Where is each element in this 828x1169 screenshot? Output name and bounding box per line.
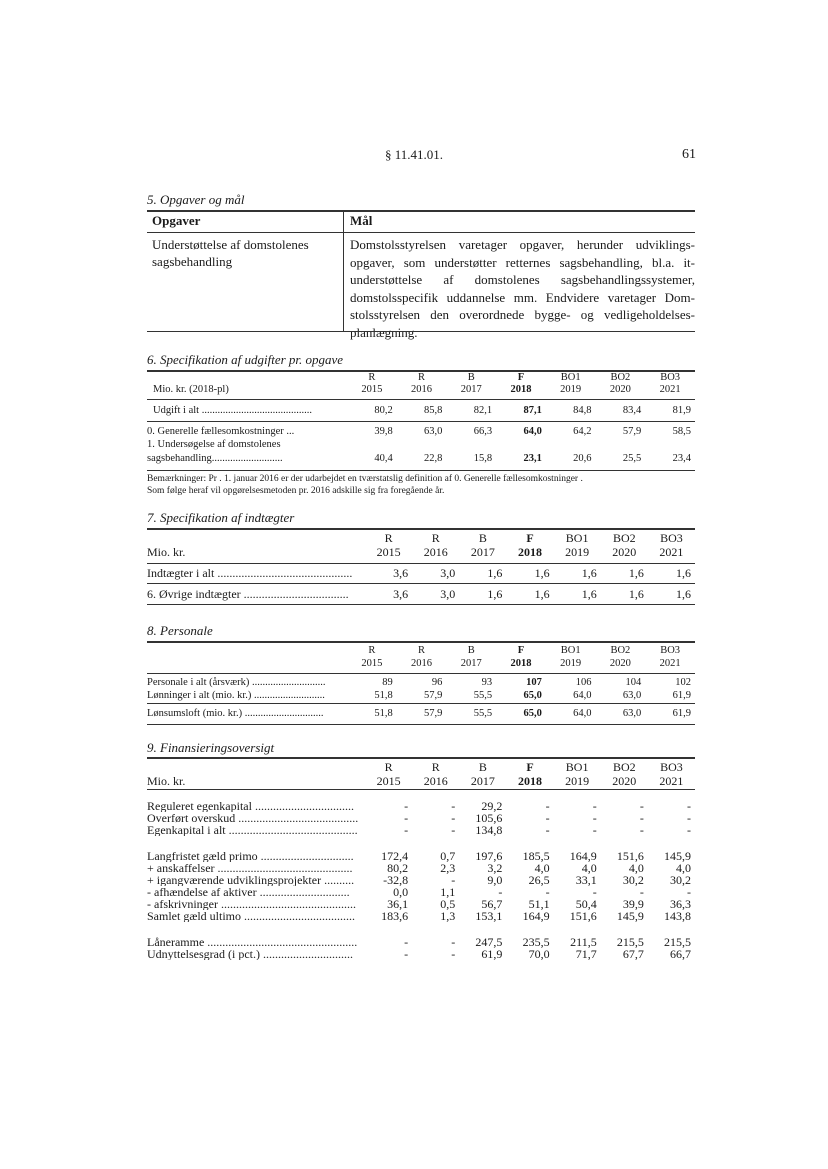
cell: 104	[625, 677, 642, 688]
col-year: 2015	[361, 384, 383, 395]
cell: -	[404, 948, 409, 960]
cell: 63,0	[424, 426, 443, 437]
cell: 65,0	[523, 690, 542, 701]
cell: -	[451, 936, 456, 948]
col-type: BO1	[565, 760, 589, 774]
cell: 1,6	[487, 566, 503, 580]
cell: 4,0	[676, 862, 691, 874]
cell: 57,9	[424, 690, 443, 701]
cell: 23,1	[523, 453, 542, 464]
cell: 1,6	[676, 566, 691, 580]
cell: 82,1	[473, 405, 493, 416]
cell: 83,4	[622, 405, 642, 416]
col-year: 2015	[361, 658, 383, 669]
s7-header-table	[147, 531, 695, 560]
cell: 247,5	[475, 936, 503, 948]
cell: 56,7	[481, 898, 503, 910]
row-label: 6. Øvrige indtægter ...................................	[147, 587, 349, 601]
col-year: 2018	[510, 384, 532, 395]
cell: 134,8	[475, 824, 503, 836]
cell: 96	[431, 677, 443, 688]
row-label: Reguleret egenkapital .................................	[147, 800, 354, 812]
cell: 3,0	[440, 587, 456, 601]
col-year: 2016	[411, 658, 433, 669]
table-row	[147, 862, 695, 874]
cell: -	[545, 800, 550, 812]
col-type: BO3	[660, 372, 681, 383]
col-type: B	[478, 531, 487, 545]
cell: 197,6	[475, 850, 503, 862]
table-row	[147, 910, 695, 922]
page-number: 61	[682, 147, 696, 162]
col-type: BO2	[612, 760, 636, 774]
s5-top-rule	[147, 210, 695, 212]
cell: 9,0	[487, 874, 503, 886]
col-type: R	[431, 531, 440, 545]
s5-task-cell	[152, 236, 309, 270]
col-type: F	[526, 760, 534, 774]
cell: 151,6	[616, 850, 644, 862]
col-year: 2016	[423, 545, 448, 559]
col-year: 2021	[659, 384, 681, 395]
cell: -	[592, 800, 597, 812]
s9-unit: Mio. kr.	[147, 774, 186, 788]
col-year: 2015	[376, 774, 401, 788]
s6-body-table	[147, 425, 695, 467]
cell: 215,5	[664, 936, 691, 948]
cell: -	[592, 812, 597, 824]
s5-goal-line: understøttelse af domstolenes sagsbehandlingssystemer,	[350, 272, 695, 287]
cell: 29,2	[481, 800, 503, 812]
cell: -	[639, 824, 644, 836]
row-label: Lønsumsloft (mio. kr.) ..............................	[147, 708, 324, 719]
table-row	[147, 886, 695, 898]
cell: 15,8	[473, 453, 493, 464]
col-type: BO1	[560, 645, 581, 656]
col-year: 2020	[612, 545, 637, 559]
table-row	[147, 439, 695, 451]
table-row	[147, 898, 695, 910]
row-label: Overført overskud ........................................	[147, 812, 359, 824]
cell: 107	[526, 677, 542, 688]
col-year: 2017	[470, 774, 495, 788]
cell: 51,8	[374, 708, 393, 719]
row-label: Indtægter i alt .............................................	[147, 566, 353, 580]
col-year: 2015	[376, 545, 401, 559]
cell: 23,4	[672, 453, 691, 464]
s5-goal-cell	[350, 236, 695, 341]
cell: 145,9	[616, 910, 644, 922]
cell: 33,1	[575, 874, 597, 886]
col-year: 2017	[460, 384, 482, 395]
section-6-title: 6. Specifikation af udgifter pr. opgave	[147, 352, 344, 367]
col-type: B	[467, 372, 475, 383]
table-row	[147, 451, 695, 467]
col-year: 2016	[411, 384, 433, 395]
row-label: Låneramme ..................................................	[147, 936, 358, 948]
cell: 80,2	[374, 405, 393, 416]
cell: -	[592, 886, 597, 898]
section-7-title: 7. Specifikation af indtægter	[147, 510, 295, 525]
cell: 235,5	[522, 936, 550, 948]
s9-top-rule	[147, 757, 695, 759]
s5-column-divider	[343, 210, 344, 331]
cell: 89	[382, 677, 393, 688]
cell: 22,8	[424, 453, 443, 464]
cell: 36,1	[387, 898, 409, 910]
cell: 0,7	[440, 850, 456, 862]
s9-equity-table	[147, 800, 695, 836]
s7-total-table	[147, 566, 695, 581]
s6-note	[147, 473, 707, 497]
col-type: R	[368, 372, 376, 383]
cell: -	[545, 886, 550, 898]
cell: 2,3	[440, 862, 456, 874]
row-label: - afhændelse af aktiver ..............................	[147, 886, 350, 898]
col-year: 2020	[612, 774, 637, 788]
cell: 4,0	[581, 862, 597, 874]
note-line: Bemærkninger: Pr . 1. januar 2016 er der udarbejdet en tværstatslig definition af 0. Generelle fællesomkostninger .	[147, 474, 583, 484]
col-type: R	[368, 645, 376, 656]
cell: 105,6	[475, 812, 503, 824]
cell: 80,2	[387, 862, 409, 874]
table-row	[147, 850, 695, 862]
s5-task-line: Understøttelse af domstolenes	[152, 237, 309, 252]
cell: 40,4	[374, 453, 393, 464]
cell: 1,3	[440, 910, 456, 922]
s5-goal-line: stolsstyrelsen den overordnede bygge- og vedligeholdelses-	[350, 307, 695, 322]
cell: 185,5	[522, 850, 550, 862]
col-year: 2020	[609, 658, 631, 669]
row-label: Samlet gæld ultimo .....................................	[147, 910, 356, 922]
note-line: Som følge heraf vil opgørelsesmetoden pr. 2016 adskille sig fra foregående år.	[147, 486, 445, 496]
cell: 30,2	[670, 874, 691, 886]
row-label: - afskrivninger .............................................	[147, 898, 356, 910]
table-row	[147, 425, 695, 439]
table-row	[147, 587, 695, 602]
cell: 1,6	[581, 566, 597, 580]
section-5-title: 5. Opgaver og mål	[147, 192, 245, 207]
cell: 66,3	[473, 426, 493, 437]
cell: 39,8	[374, 426, 393, 437]
cell: 164,9	[522, 910, 550, 922]
cell: -	[404, 936, 409, 948]
s8-header-table	[147, 644, 695, 670]
cell: -	[451, 948, 456, 960]
col-year: 2017	[460, 658, 482, 669]
cell: -	[639, 800, 644, 812]
table-row	[147, 707, 695, 721]
cell: -	[592, 824, 597, 836]
s6-total-rule	[147, 421, 695, 422]
table-row	[147, 566, 695, 581]
col-type: F	[517, 372, 525, 383]
cell: 1,6	[534, 566, 550, 580]
col-year: 2019	[560, 658, 582, 669]
cell: 143,8	[664, 910, 691, 922]
table-row	[147, 936, 695, 948]
cell: 57,9	[424, 708, 443, 719]
cell: 61,9	[672, 690, 691, 701]
cell: 211,5	[570, 936, 597, 948]
cell: 102	[675, 677, 691, 688]
col-year: 2021	[659, 658, 681, 669]
cell: 26,5	[528, 874, 550, 886]
cell: 64,2	[573, 426, 592, 437]
cell: 39,9	[622, 898, 644, 910]
cell: 30,2	[622, 874, 644, 886]
s5-col2-header: Mål	[350, 213, 373, 228]
col-type: BO2	[610, 372, 631, 383]
cell: 85,8	[424, 405, 443, 416]
s8-mid-rule	[147, 703, 695, 704]
cell: -	[687, 800, 691, 812]
cell: 51,8	[374, 690, 393, 701]
cell: 67,7	[622, 948, 644, 960]
table-row	[147, 824, 695, 836]
s8-top-rule	[147, 641, 695, 643]
s6-header-rule	[147, 399, 695, 400]
cell: 63,0	[622, 690, 642, 701]
cell: 0,5	[440, 898, 456, 910]
cell: 0,0	[393, 886, 409, 898]
cell: -	[687, 812, 691, 824]
col-type: BO1	[565, 531, 589, 545]
cell: 61,9	[672, 708, 691, 719]
cell: 3,6	[393, 587, 409, 601]
row-label: Udgift i alt ..........................................	[153, 405, 312, 416]
cell: 64,0	[573, 690, 592, 701]
cell: -	[451, 800, 456, 812]
table-row	[147, 800, 695, 812]
col-type: B	[478, 760, 487, 774]
col-type: B	[467, 645, 475, 656]
cell: 1,6	[676, 587, 691, 601]
section-header: § 11.41.01.	[384, 147, 444, 162]
cell: 106	[575, 677, 592, 688]
col-type: F	[526, 531, 534, 545]
col-type: R	[418, 645, 426, 656]
cell: 64,0	[523, 426, 542, 437]
row-label: Personale i alt (årsværk) ............................	[147, 677, 326, 688]
col-type: BO3	[660, 645, 681, 656]
cell: 172,4	[381, 850, 409, 862]
col-year: 2016	[423, 774, 448, 788]
row-label: + anskaffelser .............................................	[147, 862, 353, 874]
cell: 215,5	[616, 936, 644, 948]
cell: 84,8	[573, 405, 592, 416]
cell: 3,2	[487, 862, 503, 874]
cell: -	[451, 824, 456, 836]
table-row	[147, 874, 695, 886]
cell: 1,1	[440, 886, 456, 898]
cell: 1,6	[581, 587, 597, 601]
cell: -	[404, 824, 409, 836]
cell: 153,1	[475, 910, 503, 922]
col-type: BO3	[660, 531, 683, 545]
col-year: 2019	[560, 384, 582, 395]
table-row	[147, 404, 695, 418]
cell: -	[451, 874, 456, 886]
cell: -	[639, 812, 644, 824]
s9-loan-table	[147, 936, 695, 960]
s8-cap-table	[147, 707, 695, 721]
row-label: 0. Generelle fællesomkostninger ...	[147, 426, 295, 437]
cell: 1,6	[628, 587, 644, 601]
cell: 64,0	[573, 708, 592, 719]
col-year: 2018	[510, 658, 532, 669]
cell: 58,5	[672, 426, 691, 437]
cell: 51,1	[528, 898, 550, 910]
cell: -	[545, 812, 550, 824]
cell: 71,7	[575, 948, 597, 960]
cell: -	[404, 812, 409, 824]
s8-body-table	[147, 676, 695, 702]
cell: 93	[481, 677, 493, 688]
cell: 66,7	[670, 948, 691, 960]
row-label: Egenkapital i alt ...........................................	[147, 824, 358, 836]
cell: 65,0	[523, 708, 542, 719]
table-row	[147, 676, 695, 689]
s5-goal-line: planlægning.	[350, 324, 418, 340]
row-label: + igangværende udviklingsprojekter ..........	[147, 874, 355, 886]
cell: 164,9	[569, 850, 597, 862]
row-label: Lønninger i alt (mio. kr.) ...........................	[147, 690, 325, 701]
s7-total-rule	[147, 583, 695, 584]
section-8-title: 8. Personale	[147, 623, 213, 638]
s9-header-table	[147, 760, 695, 789]
col-year: 2019	[565, 545, 590, 559]
s7-top-rule	[147, 528, 695, 530]
row-label: Udnyttelsesgrad (i pct.) ..............................	[147, 948, 353, 960]
s5-goal-line: domstolsspecifik uddannelse mm. Endvidere varetager Dom-	[350, 289, 695, 305]
col-type: BO2	[610, 645, 631, 656]
s6-bottom-rule	[147, 470, 695, 471]
s8-header-rule	[147, 673, 695, 674]
s5-bottom-rule	[147, 331, 695, 332]
s5-header-rule	[147, 232, 695, 233]
col-type: R	[384, 531, 393, 545]
section-9-title: 9. Finansieringsoversigt	[147, 740, 275, 755]
col-year: 2021	[659, 774, 684, 788]
col-type: BO1	[560, 372, 581, 383]
s7-body-table	[147, 587, 695, 602]
cell: 63,0	[622, 708, 642, 719]
col-year: 2020	[609, 384, 631, 395]
cell: -	[687, 824, 691, 836]
cell: 55,5	[473, 708, 493, 719]
cell: 1,6	[628, 566, 644, 580]
cell: -	[404, 800, 409, 812]
cell: 55,5	[473, 690, 493, 701]
cell: 87,1	[523, 405, 542, 416]
cell: -	[451, 812, 456, 824]
table-row	[147, 689, 695, 702]
s5-goal-line: Domstolsstyrelsen varetager opgaver, herunder udviklings-	[350, 237, 695, 252]
col-type: R	[418, 372, 426, 383]
col-year: 2018	[517, 545, 542, 559]
s6-unit: Mio. kr. (2018-pl)	[153, 384, 229, 395]
cell: 4,0	[628, 862, 644, 874]
s5-task-line: sagsbehandling	[152, 254, 233, 269]
s9-header-rule	[147, 789, 695, 790]
col-year: 2018	[517, 774, 542, 788]
s6-header-table	[147, 372, 695, 396]
table-row	[147, 948, 695, 960]
cell: 36,3	[670, 898, 691, 910]
s7-header-rule	[147, 563, 695, 564]
col-year: 2021	[659, 545, 684, 559]
cell: -	[498, 886, 503, 898]
col-type: BO2	[612, 531, 636, 545]
row-label: sagsbehandling...........................	[147, 453, 283, 464]
cell: 61,9	[481, 948, 503, 960]
col-type: F	[517, 645, 525, 656]
cell: -32,8	[383, 874, 409, 886]
cell: 183,6	[381, 910, 409, 922]
row-label: 1. Undersøgelse af domstolenes	[147, 439, 281, 450]
cell: 4,0	[534, 862, 550, 874]
cell: 3,0	[440, 566, 456, 580]
table-row	[147, 812, 695, 824]
cell: -	[639, 886, 644, 898]
cell: 151,6	[569, 910, 597, 922]
s5-col1-header: Opgaver	[152, 213, 201, 228]
col-type: BO3	[660, 760, 683, 774]
cell: 25,5	[622, 453, 642, 464]
cell: 70,0	[528, 948, 550, 960]
s6-total-table	[147, 404, 695, 418]
cell: -	[687, 886, 691, 898]
s5-goal-line: opgaver, som understøtter retternes sagsbehandling, bl.a. it-	[350, 254, 695, 270]
s7-unit: Mio. kr.	[147, 545, 186, 559]
cell: 20,6	[573, 453, 592, 464]
col-year: 2019	[565, 774, 590, 788]
col-year: 2017	[470, 545, 495, 559]
cell: 81,9	[672, 405, 691, 416]
cell: 1,6	[534, 587, 550, 601]
cell: -	[545, 824, 550, 836]
cell: 57,9	[622, 426, 642, 437]
col-type: R	[431, 760, 440, 774]
col-type: R	[384, 760, 393, 774]
cell: 1,6	[487, 587, 503, 601]
cell: 50,4	[575, 898, 597, 910]
s9-debt-table	[147, 850, 695, 922]
s8-bottom-rule	[147, 724, 695, 725]
row-label: Langfristet gæld primo ...............................	[147, 850, 354, 862]
cell: 3,6	[393, 566, 409, 580]
s7-bottom-rule	[147, 604, 695, 605]
cell: 145,9	[664, 850, 691, 862]
